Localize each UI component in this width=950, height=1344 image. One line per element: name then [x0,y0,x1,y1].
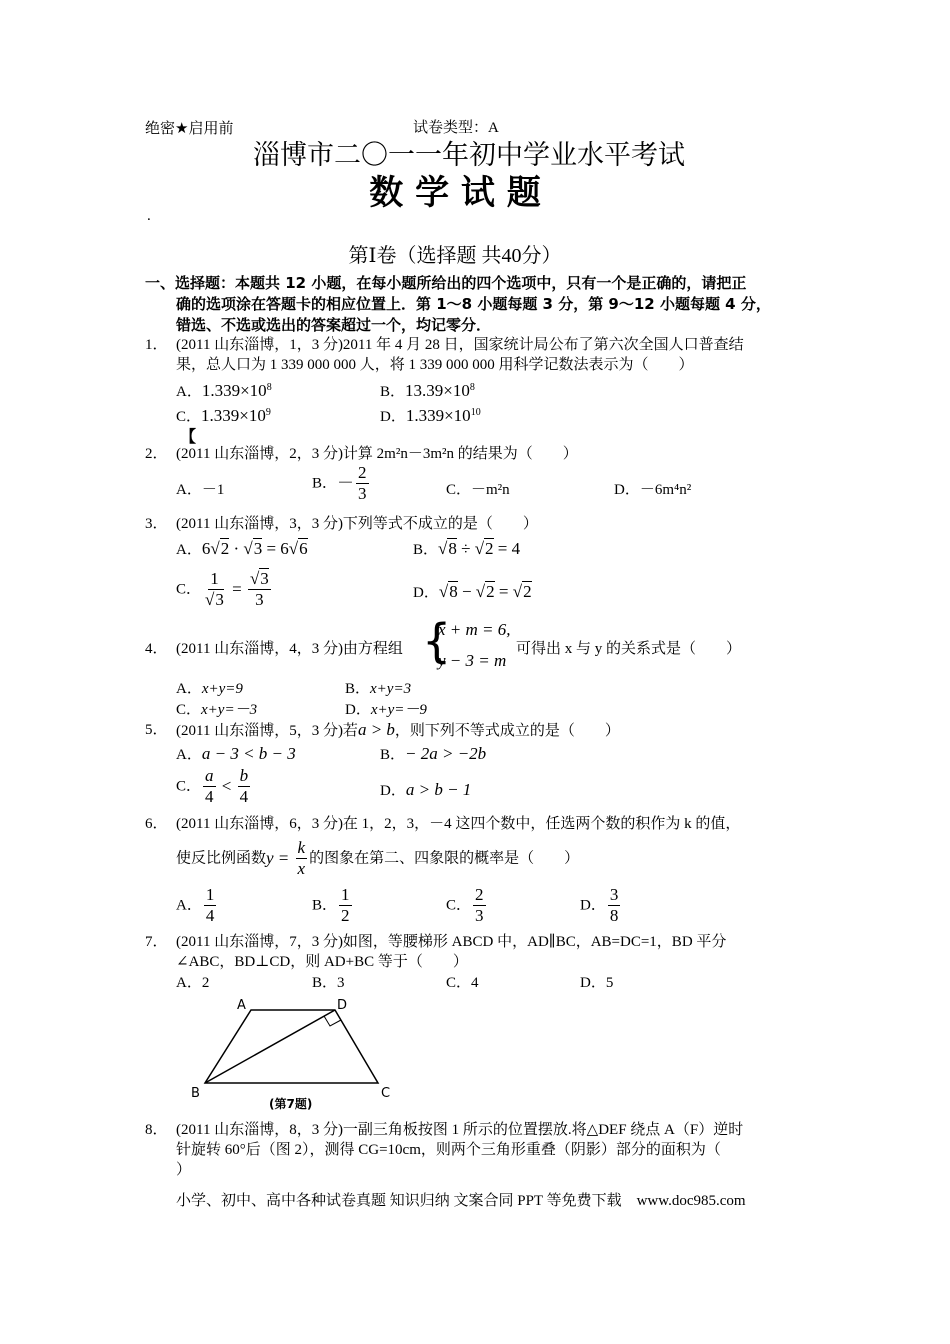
q3-d-label: D． [413,585,439,601]
q3-c-left-numerator: 1 [210,569,219,588]
q3-option-b: B．√8 ÷ √2 = 4 [413,539,521,558]
q7-option-d [580,973,613,993]
q2-c-label: C． [446,482,472,498]
subject-title-text: 数 学 试 题 [369,173,541,213]
q2-number: 2． [145,446,168,462]
q4-option-d [345,700,427,720]
instructions-line1: 一、选择题：本题共 12 小题，在每小题所给出的四个选项中，只有一个是正确的，请把正 [145,274,747,292]
q3-c-fraction-right: $\frac{√3}{3}$ [249,569,269,609]
q3-b-div: ÷ [456,539,475,558]
q7-c-label: C． [446,975,472,991]
q2-option-c [446,480,510,500]
q7-number: 7． [145,934,168,950]
q5-c-left-denominator: 4 [205,787,214,806]
q7-a-label: A． [176,975,202,991]
q3-c-right-denominator: 3 [255,590,264,609]
q4-c-label: C． [176,702,202,718]
q3-b-radicand1: 8 [448,539,457,558]
q3-c-right-numerator: 3 [260,569,269,588]
q5-c-right-denominator: 4 [239,787,249,806]
q1-b-base: 13.39×10 [405,381,470,400]
q2-d-label: D． [614,482,640,498]
q5-option-b [380,744,486,765]
q6-stem-line1: (2011 山东淄博，6，3 分)在 1，2，3，－4 这四个数中，任选两个数的积作为 k 的值， [176,816,741,832]
q6-d-denominator: 8 [609,906,619,925]
q6-c-numerator: 2 [475,885,484,904]
q1-option-a [176,378,272,402]
q6-func-fraction [296,838,308,879]
q3-option-a: A．6√2 · √3 = 6√6 [176,539,308,558]
q8-number: 8． [145,1122,168,1138]
q5-option-c [176,766,252,807]
q1-b-label: B． [380,384,406,400]
q3-d-radicand2: 2 [486,582,495,601]
q1-stem-line2: 果，总人口为 1 339 000 000 人，将 1 339 000 000 用科学记数法表示为（ ） [176,357,694,373]
q4-c-value: x+y=－3 [201,702,258,718]
q7-right-angle-mark [324,1016,341,1026]
q4-stem-pre: (2011 山东淄博，4，3 分)由方程组 [176,641,403,657]
q7-label-c: C [381,1086,391,1101]
q8-stem-line3: ） [176,1162,192,1178]
section-title-text: 第Ⅰ卷（选择题 共40分） [348,245,562,267]
q4-equation-1: x + m = 6, [438,620,511,639]
q3-b-label: B． [413,542,439,558]
q2-b-numerator: 2 [358,463,367,482]
q1-d-base: 1.339×10 [405,406,471,425]
q5-a-label: A． [176,747,202,763]
q3-d-radicand1: 8 [449,582,458,601]
q6-c-fraction [473,885,486,926]
q6-stem-post: 的图象在第二、四象限的概率是（ ） [309,850,580,867]
q5-a-value: a − 3 < b − 3 [201,744,296,763]
q6-a-label: A． [176,897,202,914]
q5-c-less-than: < [217,776,236,796]
q3-d-minus: − [457,582,476,601]
q7-stem-line1: (2011 山东淄博，7，3 分)如图，等腰梯形 ABCD 中，AD∥BC，AB=DC=1，BD 平分 [176,934,727,950]
q5-d-value: a > b − 1 [405,780,472,799]
q3-d-radicand3: 2 [523,582,532,601]
q2-option-a [176,480,224,500]
q3-c-equals: = [227,579,246,599]
q2-stem: (2011 山东淄博，2，3 分)计算 2m²n－3m²n 的结果为（ ） [176,446,578,462]
q4-equation-2: y − 3 = m [438,651,507,670]
q5-number: 5． [145,722,168,738]
q7-b-value: 3 [337,975,345,991]
q4-number: 4． [145,641,168,657]
q6-b-fraction [339,885,352,926]
q4-d-label: D． [345,702,371,718]
q3-b-rhs: = 4 [493,539,521,558]
q6-d-numerator: 3 [609,885,619,904]
exam-title-text: 淄博市二〇一一年初中学业水平考试 [253,140,685,170]
q2-option-d [614,480,691,500]
q1-option-b [380,378,475,402]
q4-a-label: A． [176,681,202,697]
q3-b-radicand2: 2 [485,539,494,558]
q5-c-left-numerator: a [205,766,214,785]
q6-func-denominator: x [297,859,306,878]
q1-d-exp: 10 [470,407,481,418]
q3-option-d: D．√8 − √2 = √2 [413,582,532,601]
q1-a-base: 1.339×10 [201,381,267,400]
q3-number: 3． [145,516,168,532]
q6-a-fraction [204,885,217,926]
footer-text: 小学、初中、高中各种试卷真题 知识归纳 文案合同 PPT 等免费下载 www.doc985.com [176,1193,746,1209]
q5-d-label: D． [380,783,406,799]
q7-trapezoid [205,1010,378,1083]
q1-stem-line1: (2011 山东淄博，1，3 分)2011 年 4 月 28 日，国家统计局公布了第六次全国人口普查结 [176,337,744,353]
q6-func-numerator: k [297,838,306,857]
q5-option-d [380,780,471,801]
q4-b-label: B． [345,681,371,697]
q5-stem [176,720,620,741]
q3-a-coef: 6 [201,539,211,558]
q7-option-a [176,973,209,993]
q2-a-label: A． [176,482,202,498]
q3-c-fraction-left: $\frac{1}{√3}$ [205,569,224,609]
q6-b-numerator: 1 [341,885,350,904]
q7-label-b: B [191,1086,200,1101]
secret-label: 绝密★启用前 [145,119,234,137]
q6-a-denominator: 4 [205,906,215,925]
q6-c-label: C． [446,897,472,914]
q5-c-fraction-left [203,766,216,807]
q7-diagonal-bd [205,1010,335,1083]
q2-b-denominator: 3 [358,484,367,503]
q1-option-d [380,403,481,427]
q3-a-radicand1: 2 [220,539,230,558]
q7-label-d: D [337,998,348,1013]
q8-stem-line2: 针旋转 60°后（图 2），测得 CG=10cm，则两个三角形重叠（阴影）部分的面积为（ [176,1142,721,1158]
q3-a-label: A． [176,542,202,558]
q4-b-value: x+y=3 [370,681,412,697]
exam-title [0,138,950,172]
q6-a-numerator: 1 [205,885,215,904]
q6-b-label: B． [312,897,338,914]
q6-option-d [580,885,622,926]
q1-b-exp: 8 [469,382,475,393]
q1-c-exp: 9 [265,407,271,418]
q6-d-fraction [608,885,621,926]
stray-bracket: 【 [180,427,197,446]
q4-brace: { [422,614,452,668]
q2-b-sign: － [337,473,355,493]
q4-option-a [176,679,243,699]
q2-b-label: B． [312,475,338,492]
instructions-line3: 错选、不选或选出的答案超过一个，均记零分． [176,316,492,334]
q2-option-b [312,463,371,504]
q6-option-c [446,885,488,926]
q6-c-denominator: 3 [475,906,484,925]
q1-c-label: C． [176,409,202,425]
q5-option-a [176,744,296,765]
q7-c-value: 4 [471,975,479,991]
q3-a-radicand3: 6 [299,539,308,558]
q3-a-radicand2: 3 [253,539,263,558]
q4-a-value: x+y=9 [201,681,243,697]
q1-d-label: D． [380,409,406,425]
q6-d-label: D． [580,897,606,914]
q6-func-lhs: y = [266,848,294,868]
q4-d-value: x+y=－9 [370,702,427,718]
q7-d-value: 5 [605,975,614,991]
q5-b-value: − 2a > −2b [405,744,487,763]
q6-stem-line2 [176,838,579,879]
q4-option-b [345,679,411,699]
q7-option-c [446,973,479,993]
q7-trapezoid-figure [185,995,410,1115]
q3-a-rhs: = 6 [262,539,289,558]
q7-d-label: D． [580,975,606,991]
q5-stem-post: ，则下列不等式成立的是（ ） [394,723,620,739]
subject-title [0,172,950,214]
q6-option-b [312,885,354,926]
q2-a-value: －1 [201,482,225,498]
q5-condition: a > b [357,720,395,739]
q6-number: 6． [145,816,168,832]
q8-stem-line1: (2011 山东淄博，8，3 分)一副三角板按图 1 所示的位置摆放.将△DEF 绕点 A（F）逆时 [176,1122,744,1138]
paper-type: 试卷类型：A [413,120,499,136]
q3-c-label: C． [176,581,202,598]
q7-option-b [312,973,345,993]
q6-b-denominator: 2 [341,906,350,925]
q3-d-equals: = [494,582,513,601]
q7-label-a: A [237,998,246,1013]
q5-b-label: B． [380,747,406,763]
q5-c-label: C． [176,778,202,795]
q7-a-value: 2 [201,975,210,991]
q3-option-c [176,569,273,610]
q7-figure-caption: (第7题) [269,1097,313,1111]
q1-c-base: 1.339×10 [201,406,266,425]
section-title [0,243,950,269]
q4-option-c [176,700,257,720]
instructions-line2: 确的选项涂在答题卡的相应位置上．第 1～8 小题每题 3 分，第 9～12 小题每题 4 分， [176,295,771,313]
q5-c-fraction-right [238,766,251,807]
q3-c-left-denominator: 3 [215,590,224,609]
q1-number: 1． [145,337,168,353]
q2-c-value: －m²n [471,482,510,498]
q2-d-value: －6m⁴n² [639,482,692,498]
q2-b-fraction [356,463,369,504]
q1-a-label: A． [176,384,202,400]
q6-stem-pre: 使反比例函数 [176,850,267,867]
q5-c-right-numerator: b [239,766,249,785]
q7-b-label: B． [312,975,338,991]
q4-stem-post: 可得出 x 与 y 的关系式是（ ） [516,641,742,657]
q3-a-dot: · [229,539,244,558]
q6-option-a [176,885,218,926]
q3-stem: (2011 山东淄博，3，3 分)下列等式不成立的是（ ） [176,516,538,532]
q1-a-exp: 8 [266,382,272,393]
q5-stem-pre: (2011 山东淄博，5，3 分)若 [176,723,358,739]
stray-dot: . [147,208,151,224]
q7-stem-line2: ∠ABC，BD⊥CD，则 AD+BC 等于（ ） [176,954,468,970]
